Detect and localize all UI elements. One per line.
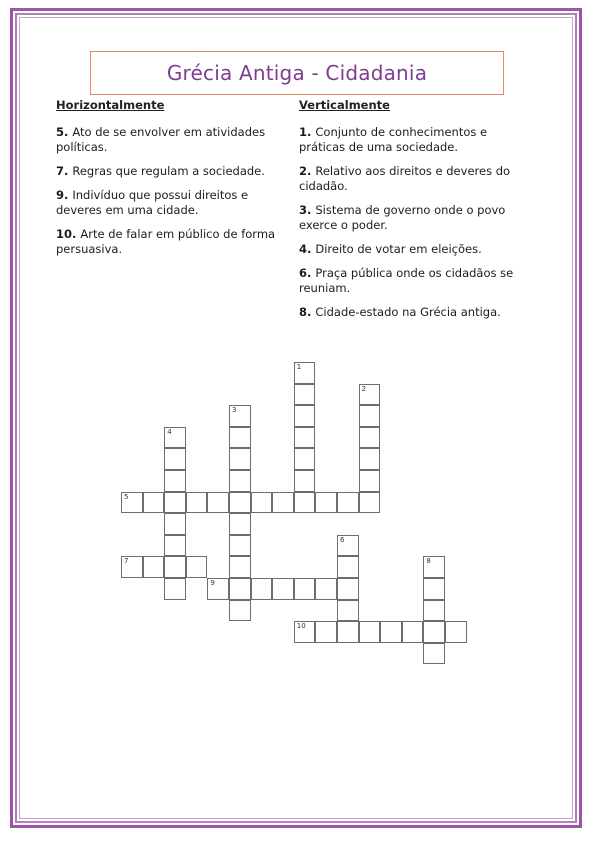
crossword-cell[interactable] [272,492,294,514]
clue-vertical-6: 6. Praça pública onde os cidadãos se reuniam. [299,266,514,295]
crossword-clue-number: 2 [361,384,367,393]
crossword-cell[interactable] [229,448,251,470]
clue-horizontal-10: 10. Arte de falar em público de forma persuasiva. [56,227,276,256]
crossword-clue-number: 5 [124,492,129,501]
crossword-cell[interactable] [164,578,186,600]
clue-horizontal-9: 9. Indivíduo que possui direitos e deveres em uma cidade. [56,188,249,217]
crossword-cell[interactable] [337,556,359,578]
crossword-cell[interactable] [337,535,359,557]
crossword-cell[interactable] [315,578,337,600]
crossword-cell[interactable] [423,556,445,578]
clue-horizontal-7: 7. Regras que regulam a sociedade. [56,164,265,178]
crossword-cell[interactable] [164,427,186,449]
vertical-clues-column [299,98,539,329]
crossword-cell[interactable] [380,621,402,643]
horizontal-clues-column [56,98,296,266]
crossword-cell[interactable] [294,492,316,514]
crossword-cell[interactable] [251,492,273,514]
crossword-cell[interactable] [294,578,316,600]
crossword-cell[interactable] [359,427,381,449]
crossword-cell[interactable] [294,448,316,470]
crossword-clue-number: 10 [296,622,306,631]
clue-vertical-1: 1. Conjunto de conhecimentos e práticas de uma sociedade. [299,125,488,154]
crossword-cell[interactable] [143,556,165,578]
crossword-cell[interactable] [164,513,186,535]
crossword-cell[interactable] [164,556,186,578]
crossword-clue-number: 3 [232,406,237,415]
crossword-cell[interactable] [402,621,424,643]
crossword-cell[interactable] [294,470,316,492]
crossword-cell[interactable] [229,556,251,578]
crossword-cell[interactable] [186,556,208,578]
crossword-cell[interactable] [359,405,381,427]
crossword-cell[interactable] [423,578,445,600]
horizontal-heading: Horizontalmente [56,98,165,112]
crossword-cell[interactable] [294,384,316,406]
crossword-clue-number: 7 [124,557,129,566]
crossword-cell[interactable] [337,578,359,600]
crossword-cell[interactable] [164,535,186,557]
crossword-cell[interactable] [164,492,186,514]
crossword-cell[interactable] [359,470,381,492]
crossword-cell[interactable] [315,492,337,514]
clue-vertical-8: 8. Cidade-estado na Grécia antiga. [299,305,501,319]
crossword-cell[interactable] [229,470,251,492]
crossword-cell[interactable] [251,578,273,600]
crossword-cell[interactable] [294,621,316,643]
crossword-cell[interactable] [143,492,165,514]
crossword-cell[interactable] [359,384,381,406]
crossword-cell[interactable] [423,621,445,643]
clue-horizontal-5: 5. Ato de se envolver em atividades políticas. [56,125,266,154]
crossword-cell[interactable] [423,643,445,665]
crossword-cell[interactable] [229,600,251,622]
crossword-cell[interactable] [186,492,208,514]
crossword-cell[interactable] [207,578,229,600]
crossword-clue-number: 4 [167,427,172,436]
crossword-cell[interactable] [337,492,359,514]
crossword-cell[interactable] [229,535,251,557]
crossword-cell[interactable] [359,448,381,470]
crossword-cell[interactable] [164,448,186,470]
crossword-cell[interactable] [121,556,143,578]
crossword-cell[interactable] [229,492,251,514]
crossword-cell[interactable] [315,621,337,643]
crossword-cell[interactable] [229,513,251,535]
crossword-cell[interactable] [294,362,316,384]
crossword-cell[interactable] [359,621,381,643]
crossword-cell[interactable] [337,600,359,622]
title-box [90,51,504,95]
crossword-cell[interactable] [359,492,381,514]
crossword-cell[interactable] [294,405,316,427]
crossword-cell[interactable] [294,427,316,449]
vertical-heading: Verticalmente [299,98,390,112]
clue-vertical-3: 3. Sistema de governo onde o povo exerce o poder. [299,203,506,232]
crossword-cell[interactable] [229,578,251,600]
clue-vertical-2: 2. Relativo aos direitos e deveres do cidadão. [299,164,511,193]
crossword-clue-number: 6 [340,535,345,544]
crossword-clue-number: 8 [426,557,431,566]
crossword-cell[interactable] [229,405,251,427]
crossword-clue-number: 9 [210,579,215,587]
crossword-cell[interactable] [445,621,467,643]
crossword-cell[interactable] [337,621,359,643]
clue-vertical-4: 4. Direito de votar em eleições. [299,242,482,256]
page-title: Grécia Antiga - Cidadania [166,61,428,85]
crossword-cell[interactable] [272,578,294,600]
crossword-cell[interactable] [229,427,251,449]
crossword-cell[interactable] [121,492,143,514]
crossword-cell[interactable] [423,600,445,622]
crossword-cell[interactable] [207,492,229,514]
crossword-cell[interactable] [164,470,186,492]
crossword-clue-number: 1 [296,363,302,371]
